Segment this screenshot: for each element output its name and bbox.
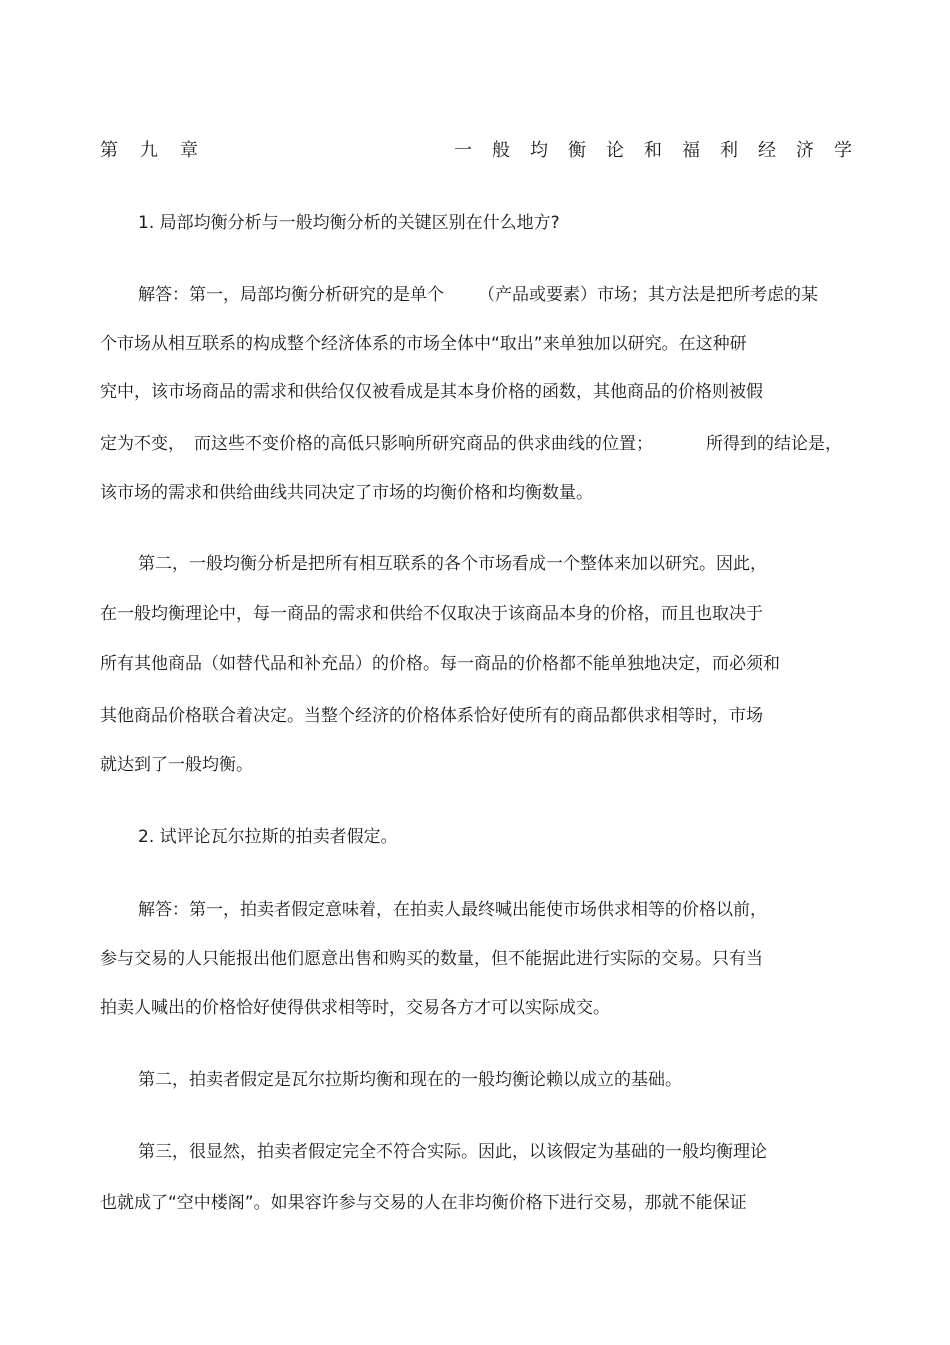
paragraph-line: 拍卖人喊出的价格恰好使得供求相等时，交易各方才可以实际成交。: [100, 998, 610, 1018]
paragraph-line: 定为不变，: [100, 434, 185, 454]
question-1: 1. 局部均衡分析与一般均衡分析的关键区别在什么地方?: [138, 213, 560, 233]
paragraph-line: 个市场从相互联系的构成整个经济体系的市场全体中“取出”来单独加以研究。在这种研: [100, 334, 747, 354]
paragraph-line: 而这些不变价格的高低只影响所研究商品的供求曲线的位置；: [194, 434, 653, 454]
paragraph-line: 该市场的需求和供给曲线共同决定了市场的均衡价格和均衡数量。: [100, 483, 593, 503]
paragraph-line: 参与交易的人只能报出他们愿意出售和购买的数量，但不能据此进行实际的交易。只有当: [100, 949, 763, 969]
paragraph-line: 第二，一般均衡分析是把所有相互联系的各个市场看成一个整体来加以研究。因此，: [138, 554, 767, 574]
paragraph-line: 解答：第一，拍卖者假定意味着，在拍卖人最终喊出能使市场供求相等的价格以前，: [138, 900, 767, 920]
paragraph-line: 所有其他商品（如替代品和补充品）的价格。每一商品的价格都不能单独地决定，而必须和: [100, 654, 780, 674]
paragraph-line: 第三，很显然，拍卖者假定完全不符合实际。因此，以该假定为基础的一般均衡理论: [138, 1142, 767, 1162]
paragraph-line: 究中，该市场商品的需求和供给仅仅被看成是其本身价格的函数，其他商品的价格则被假: [100, 382, 763, 402]
paragraph-line: 其他商品价格联合着决定。当整个经济的价格体系恰好使所有的商品都供求相等时，市场: [100, 706, 763, 726]
chapter-number: 第九章: [100, 140, 220, 161]
paragraph-line: 第二，拍卖者假定是瓦尔拉斯均衡和现在的一般均衡论赖以成立的基础。: [138, 1070, 682, 1090]
paragraph-line: 也就成了“空中楼阁”。如果容许参与交易的人在非均衡价格下进行交易，那就不能保证: [100, 1193, 747, 1213]
question-2: 2. 试评论瓦尔拉斯的拍卖者假定。: [138, 827, 398, 847]
paragraph-line: 所得到的结论是，: [706, 434, 842, 454]
paragraph-line: 解答：第一，局部均衡分析研究的是单个: [138, 285, 444, 305]
paragraph-line: 在一般均衡理论中，每一商品的需求和供给不仅取决于该商品本身的价格，而且也取决于: [100, 604, 763, 624]
paragraph-line: 就达到了一般均衡。: [100, 755, 253, 775]
paragraph-line: （产品或要素）市场；其方法是把所考虑的某: [478, 285, 818, 305]
chapter-title: 一般均衡论和福利经济学: [454, 140, 872, 161]
chapter-heading: [100, 137, 872, 165]
